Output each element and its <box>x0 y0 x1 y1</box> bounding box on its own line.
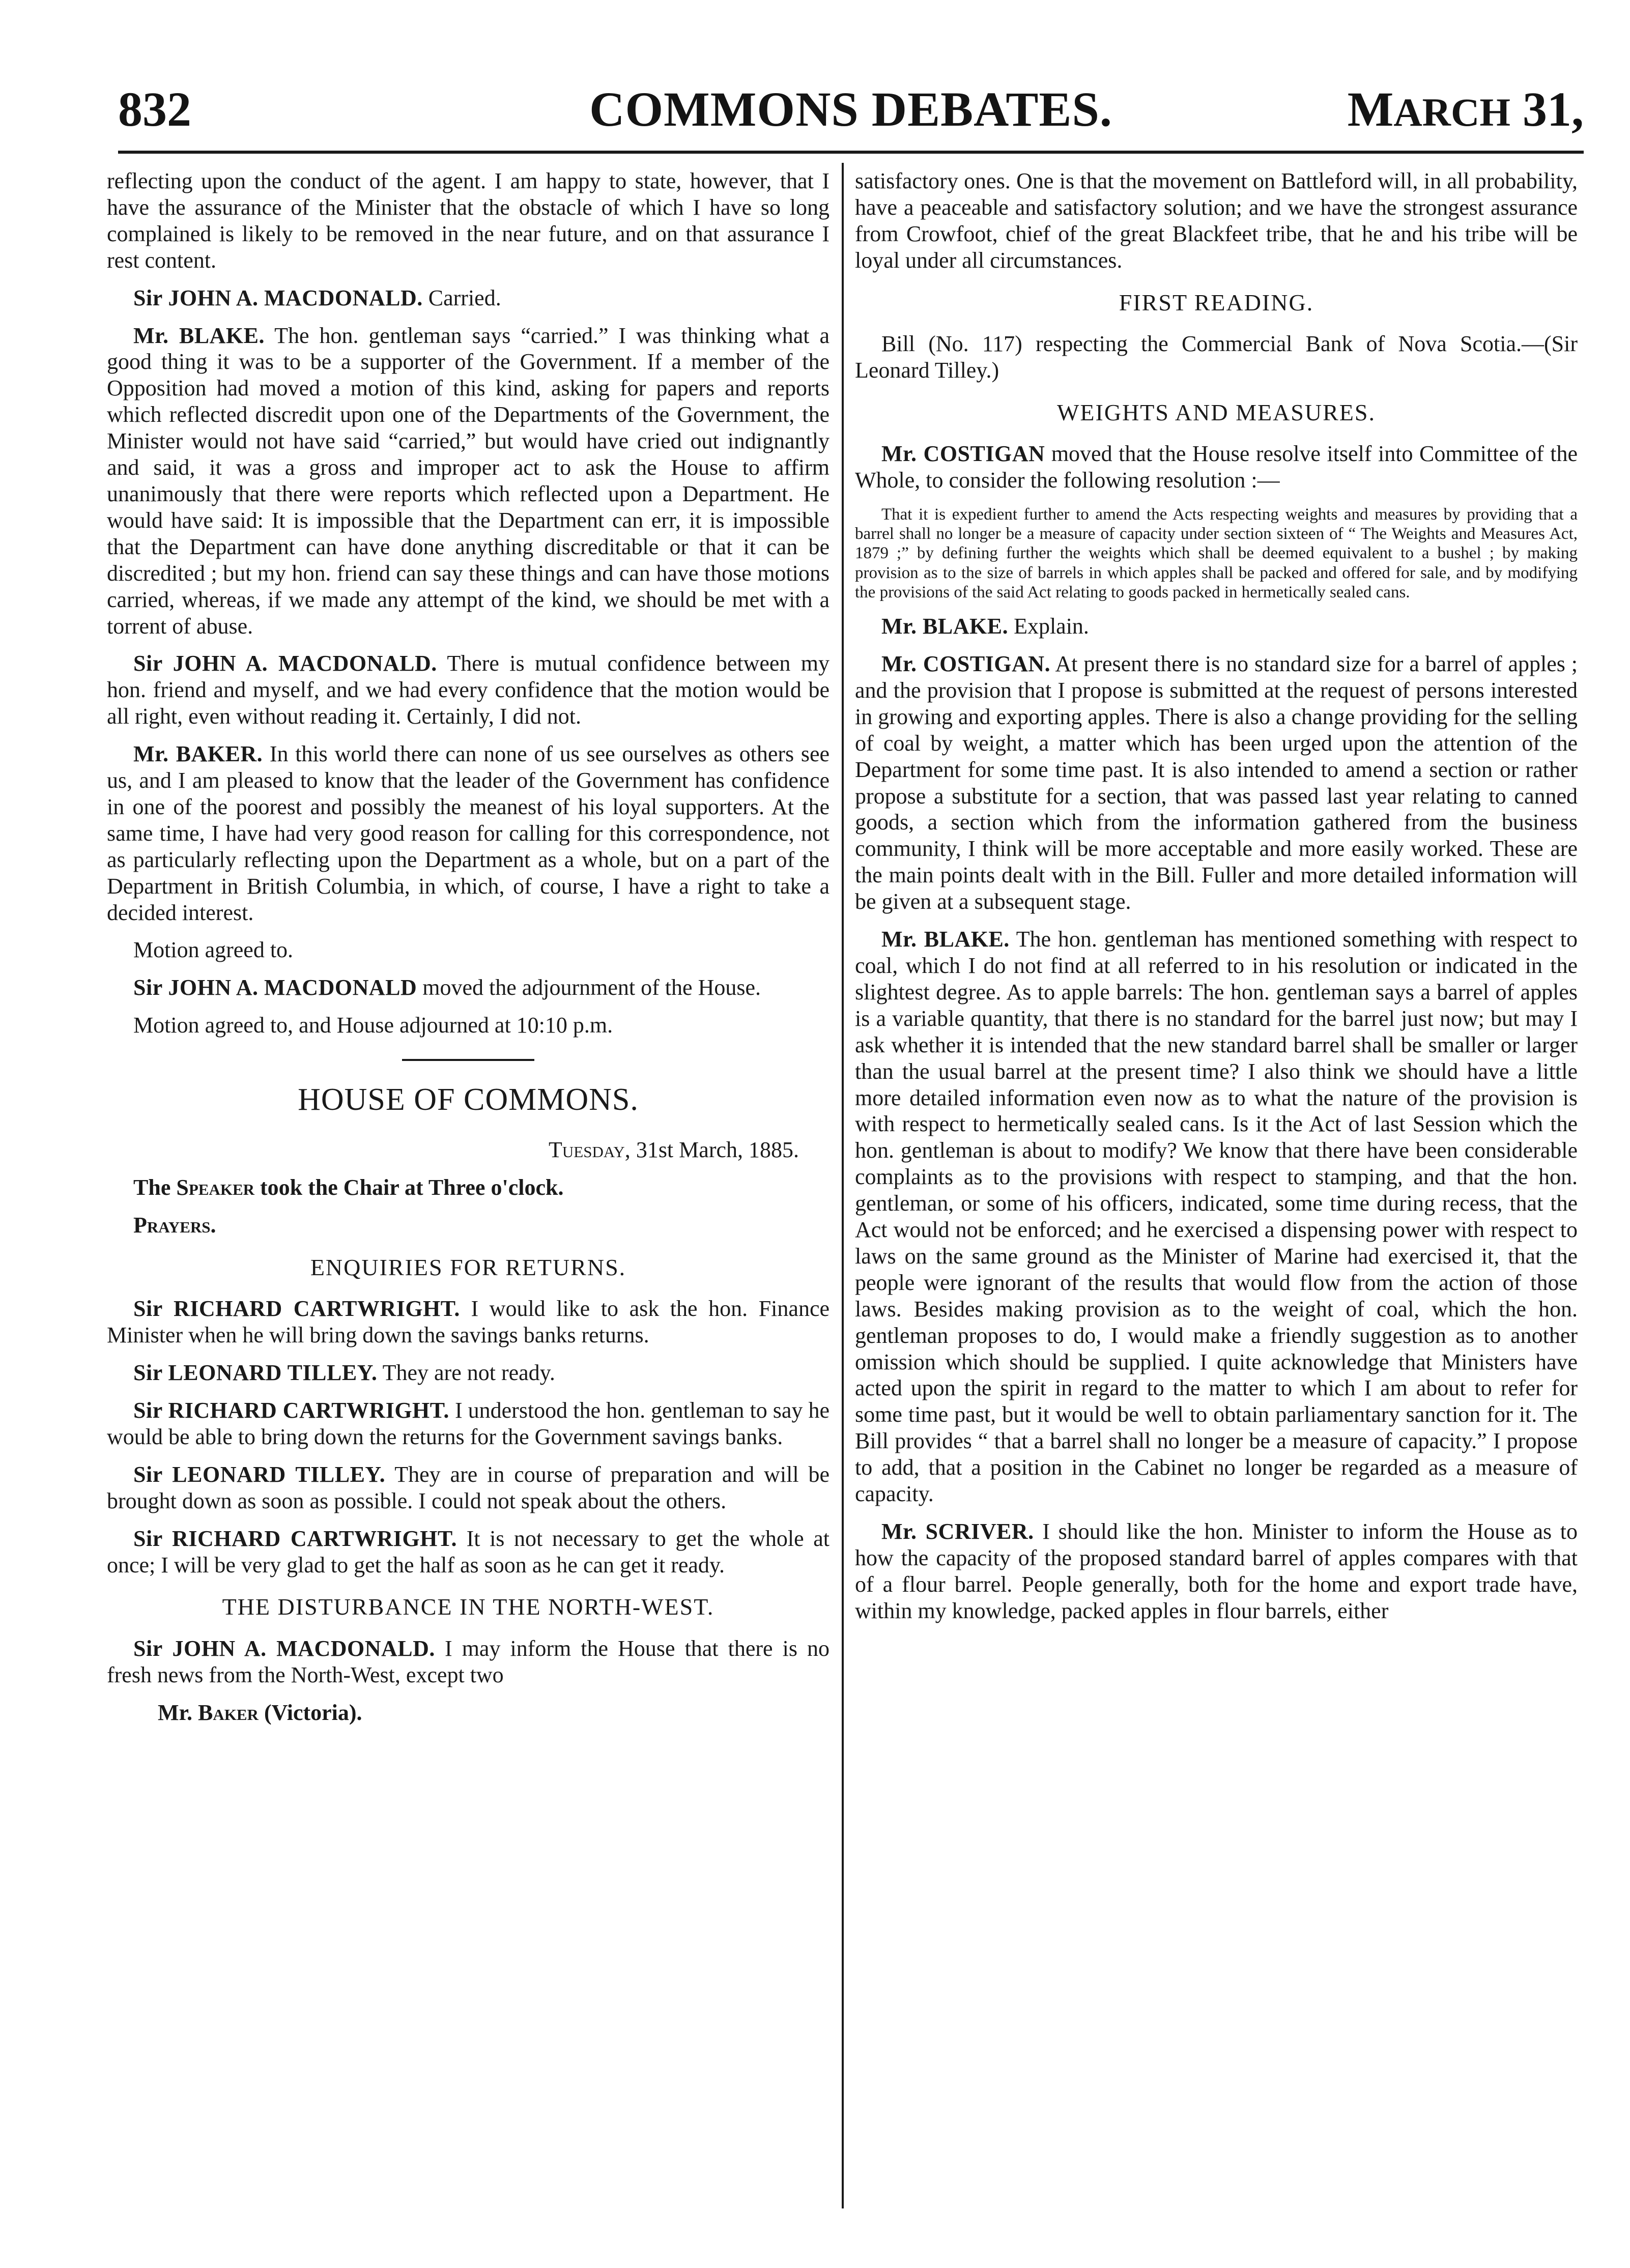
speaker: Mr. BAKER. <box>133 741 263 767</box>
date-month-rest: ARCH <box>1393 90 1510 134</box>
weekday: Tuesday, <box>549 1137 631 1163</box>
speech-text: They are in course of preparation and will be brought down as soon as possible. I could not speak about the others. <box>107 1461 830 1513</box>
date-text: 31st March, 1885. <box>636 1137 799 1163</box>
speaker: Sir JOHN A. MACDONALD <box>133 975 417 1000</box>
speaker: Mr. BLAKE. <box>881 614 1009 639</box>
speech <box>855 926 1578 1507</box>
section-heading: WEIGHTS AND MEASURES. <box>1057 399 1376 425</box>
paragraph: satisfactory ones. One is that the movement on Battleford will, in all probability, have a peaceable and satisfactory solution; and we have the strongest assurance from Crowfoot, chief of the great Blackfeet tribe, that he and his tribe will be loyal under all circumstances. <box>855 168 1578 273</box>
speech <box>107 1397 830 1450</box>
running-footer <box>107 1700 830 1726</box>
speech <box>107 1635 830 1688</box>
speaker: Sir JOHN A. MACDONALD. <box>133 285 423 310</box>
speech-text: At present there is no standard size for a barrel of apples ; and the provision that I propose is submitted at the request of persons interested in growing and exporting apples. There is also a change providing for the selling of coal by weight, a matter which has been urged upon the attention of the Department for some time past. It is also intended to amend a section or rather propose a substitute for a section, that was passed last year relating to canned goods, a section which from the information gathered from the business community, I think will be more acceptable and more easily worked. These are the main points dealt with in the Bill. Fuller and more detailed information will be given at a subsequent stage. <box>855 651 1578 914</box>
speaker-title: Speaker <box>176 1175 255 1200</box>
section-heading: ENQUIRIES FOR RETURNS. <box>310 1254 626 1281</box>
speaker: Mr. BLAKE. <box>133 323 265 348</box>
prayers-label: Prayers. <box>133 1213 216 1238</box>
speech-text: I should like the hon. Minister to inform the House as to how the capacity of the proposed standard barrel of apples compares with that of a flour barrel. People generally, both for the home and export trade have, within my knowledge, packed apples in flour barrels, either <box>855 1519 1578 1623</box>
speech <box>855 1518 1578 1624</box>
speech <box>107 974 830 1001</box>
speaker: Sir JOHN A. MACDONALD. <box>133 1635 435 1661</box>
speech <box>107 1296 830 1348</box>
speaker: Sir LEONARD TILLEY. <box>133 1461 386 1487</box>
speech-text: In this world there can none of us see ourselves as others see us, and I am pleased to know that the leader of the Government has confidence in one of the poorest and possibly the meanest of his loyal supporters. At the same time, I have had very good reason for calling for this correspondence, not as particularly reflecting upon the Department as a whole, but on a part of the Department in British Columbia, in which, of course, I have a right to take a decided interest. <box>107 741 830 925</box>
page-number: 832 <box>118 82 191 136</box>
speaker-note <box>107 1174 830 1201</box>
speaker: Mr. BLAKE. <box>881 927 1010 952</box>
page-header <box>118 76 1584 142</box>
speech <box>107 323 830 640</box>
header-rule <box>118 151 1584 154</box>
note-text: The <box>133 1175 171 1200</box>
note-text: took the Chair at Three o'clock. <box>260 1175 564 1200</box>
date-day: 31, <box>1523 82 1584 136</box>
speaker: Mr. COSTIGAN. <box>881 651 1051 677</box>
column-divider <box>842 163 844 2208</box>
speaker: Sir LEONARD TILLEY. <box>133 1360 378 1386</box>
speech-text: There is mutual confidence between my hon. friend and myself, and we had every confidence that the motion would be all right, even without reading it. Certainly, I did not. <box>107 651 830 729</box>
speech-text: I understood the hon. gentleman to say he would be able to bring down the returns for the Government savings banks. <box>107 1398 830 1449</box>
speaker: Mr. SCRIVER. <box>881 1519 1034 1544</box>
motion: Motion agreed to, and House adjourned at 10:10 p.m. <box>133 1013 613 1038</box>
speech-text: It is not necessary to get the whole at once; I will be very glad to get the half as soon as he can get it ready. <box>107 1526 830 1577</box>
right-column <box>855 168 1578 2224</box>
footer-text: Mr. <box>158 1700 193 1725</box>
speaker: Mr. COSTIGAN <box>881 441 1045 466</box>
speech <box>855 441 1578 494</box>
speech-text: moved that the House resolve itself into Committee of the Whole, to consider the following resolution :— <box>855 441 1578 493</box>
footer-text: (Victoria). <box>264 1700 362 1725</box>
speaker: Sir JOHN A. MACDONALD. <box>133 651 437 676</box>
motion: Motion agreed to. <box>133 937 294 963</box>
speech <box>107 741 830 926</box>
speech-text: They are not ready. <box>382 1360 555 1386</box>
speech <box>855 613 1578 640</box>
speech <box>107 1461 830 1514</box>
footer-name: Baker <box>198 1700 259 1725</box>
speech <box>855 651 1578 915</box>
date-initial: M <box>1347 82 1394 136</box>
speech <box>107 285 830 311</box>
speech-text: I would like to ask the hon. Finance Minister when he will bring down the savings banks returns. <box>107 1296 830 1348</box>
section-heading: THE DISTURBANCE IN THE NORTH-WEST. <box>222 1594 714 1620</box>
speaker: Sir RICHARD CARTWRIGHT. <box>133 1526 457 1551</box>
speech-text: I may inform the House that there is no fresh news from the North-West, except two <box>107 1635 830 1687</box>
sitting-date <box>107 1137 799 1163</box>
speech-text: Carried. <box>428 285 501 310</box>
section-heading: HOUSE OF COMMONS. <box>298 1082 639 1117</box>
speech <box>107 1360 830 1386</box>
header-date <box>1348 76 1584 146</box>
left-column <box>107 168 830 2224</box>
bill-entry: Bill (No. 117) respecting the Commercial Bank of Nova Scotia.—(Sir Leonard Tilley.) <box>855 331 1578 383</box>
section-heading: FIRST READING. <box>1119 289 1314 315</box>
speech <box>107 650 830 730</box>
speech-text: Explain. <box>1014 614 1089 639</box>
speaker: Sir RICHARD CARTWRIGHT. <box>133 1398 449 1423</box>
section-rule <box>402 1059 534 1061</box>
resolution-text: That it is expedient further to amend the Acts respecting weights and measures by providing that a barrel shall no longer be a measure of capacity under section sixteen of “ The Weights and Measures Act, 1879 ;” by defining further the weights which shall be deemed equivalent to a bushel ; by making provision as to the size of barrels in which apples shall be packed and offered for sale, and by modifying the provisions of the said Act relating to goods packed in hermetically sealed cans. <box>855 505 1578 601</box>
speech <box>107 1526 830 1578</box>
speech-text: moved the adjournment of the House. <box>422 975 761 1000</box>
publication-title: COMMONS DEBATES. <box>589 82 1112 136</box>
speech-text: The hon. gentleman has mentioned something with respect to coal, which I do not find at all referred to in his resolution or indicated in the slightest degree. As to apple barrels: The hon. gentleman says a barrel of apples is a variable quantity, that there is no standard for the barrel just now; but may I ask whether it is intended that the new standard barrel shall be smaller or larger than the usual barrel at the present time? I also think we should have a little more detailed information even now as to what the nature of the provision is with respect to hermetically sealed cans. Is it the Act of last Session which the hon. gentleman is about to modify? We know that there have been considerable complaints as to the provisions with respect to stamping, and that the hon. gentleman, or some of his officers, indicated, some time during recess, that the Act would not be enforced; and he exercised a dispensing power with respect to laws on the same ground as the Minister of Marine had exercised it, that the people were ignorant of the results that would flow from the action of those laws. Besides making provision as to the weight of coal, which the hon. gentleman proposes to do, I would make a friendly suggestion as to another omission which should be supplied. I quite acknowledge that Ministers have acted upon the spirit in regard to the matter to which I am about to refer for some time past, but it would be well to obtain parliamentary sanction for it. The Bill provides “ that a barrel shall no longer be a measure of capacity.” I propose to add, that a position in the Cabinet no longer be regarded as a measure of capacity. <box>855 927 1578 1507</box>
paragraph: reflecting upon the conduct of the agent. I am happy to state, however, that I have the assurance of the Minister that the obstacle of which I have so long complained is likely to be removed in the near future, and on that assurance I rest content. <box>107 168 830 273</box>
speech-text: The hon. gentleman says “carried.” I was thinking what a good thing it was to be a supporter of the Government. If a member of the Opposition had moved a motion of this kind, asking for papers and reports which reflected discredit upon one of the Departments of the Government, the Minister would not have said “carried,” but would have cried out indignantly and said, it was a gross and improper act to ask the House to affirm unanimously that there were reports which reflected upon a Department. He would have said: It is impossible that the Department can err, it is impossible that the Department can have done anything discreditable or that it can be discredited ; but my hon. friend can say these things and can have those motions carried, whereas, if we made any attempt of the kind, we should be met with a torrent of abuse. <box>107 323 830 639</box>
speaker: Sir RICHARD CARTWRIGHT. <box>133 1296 460 1322</box>
